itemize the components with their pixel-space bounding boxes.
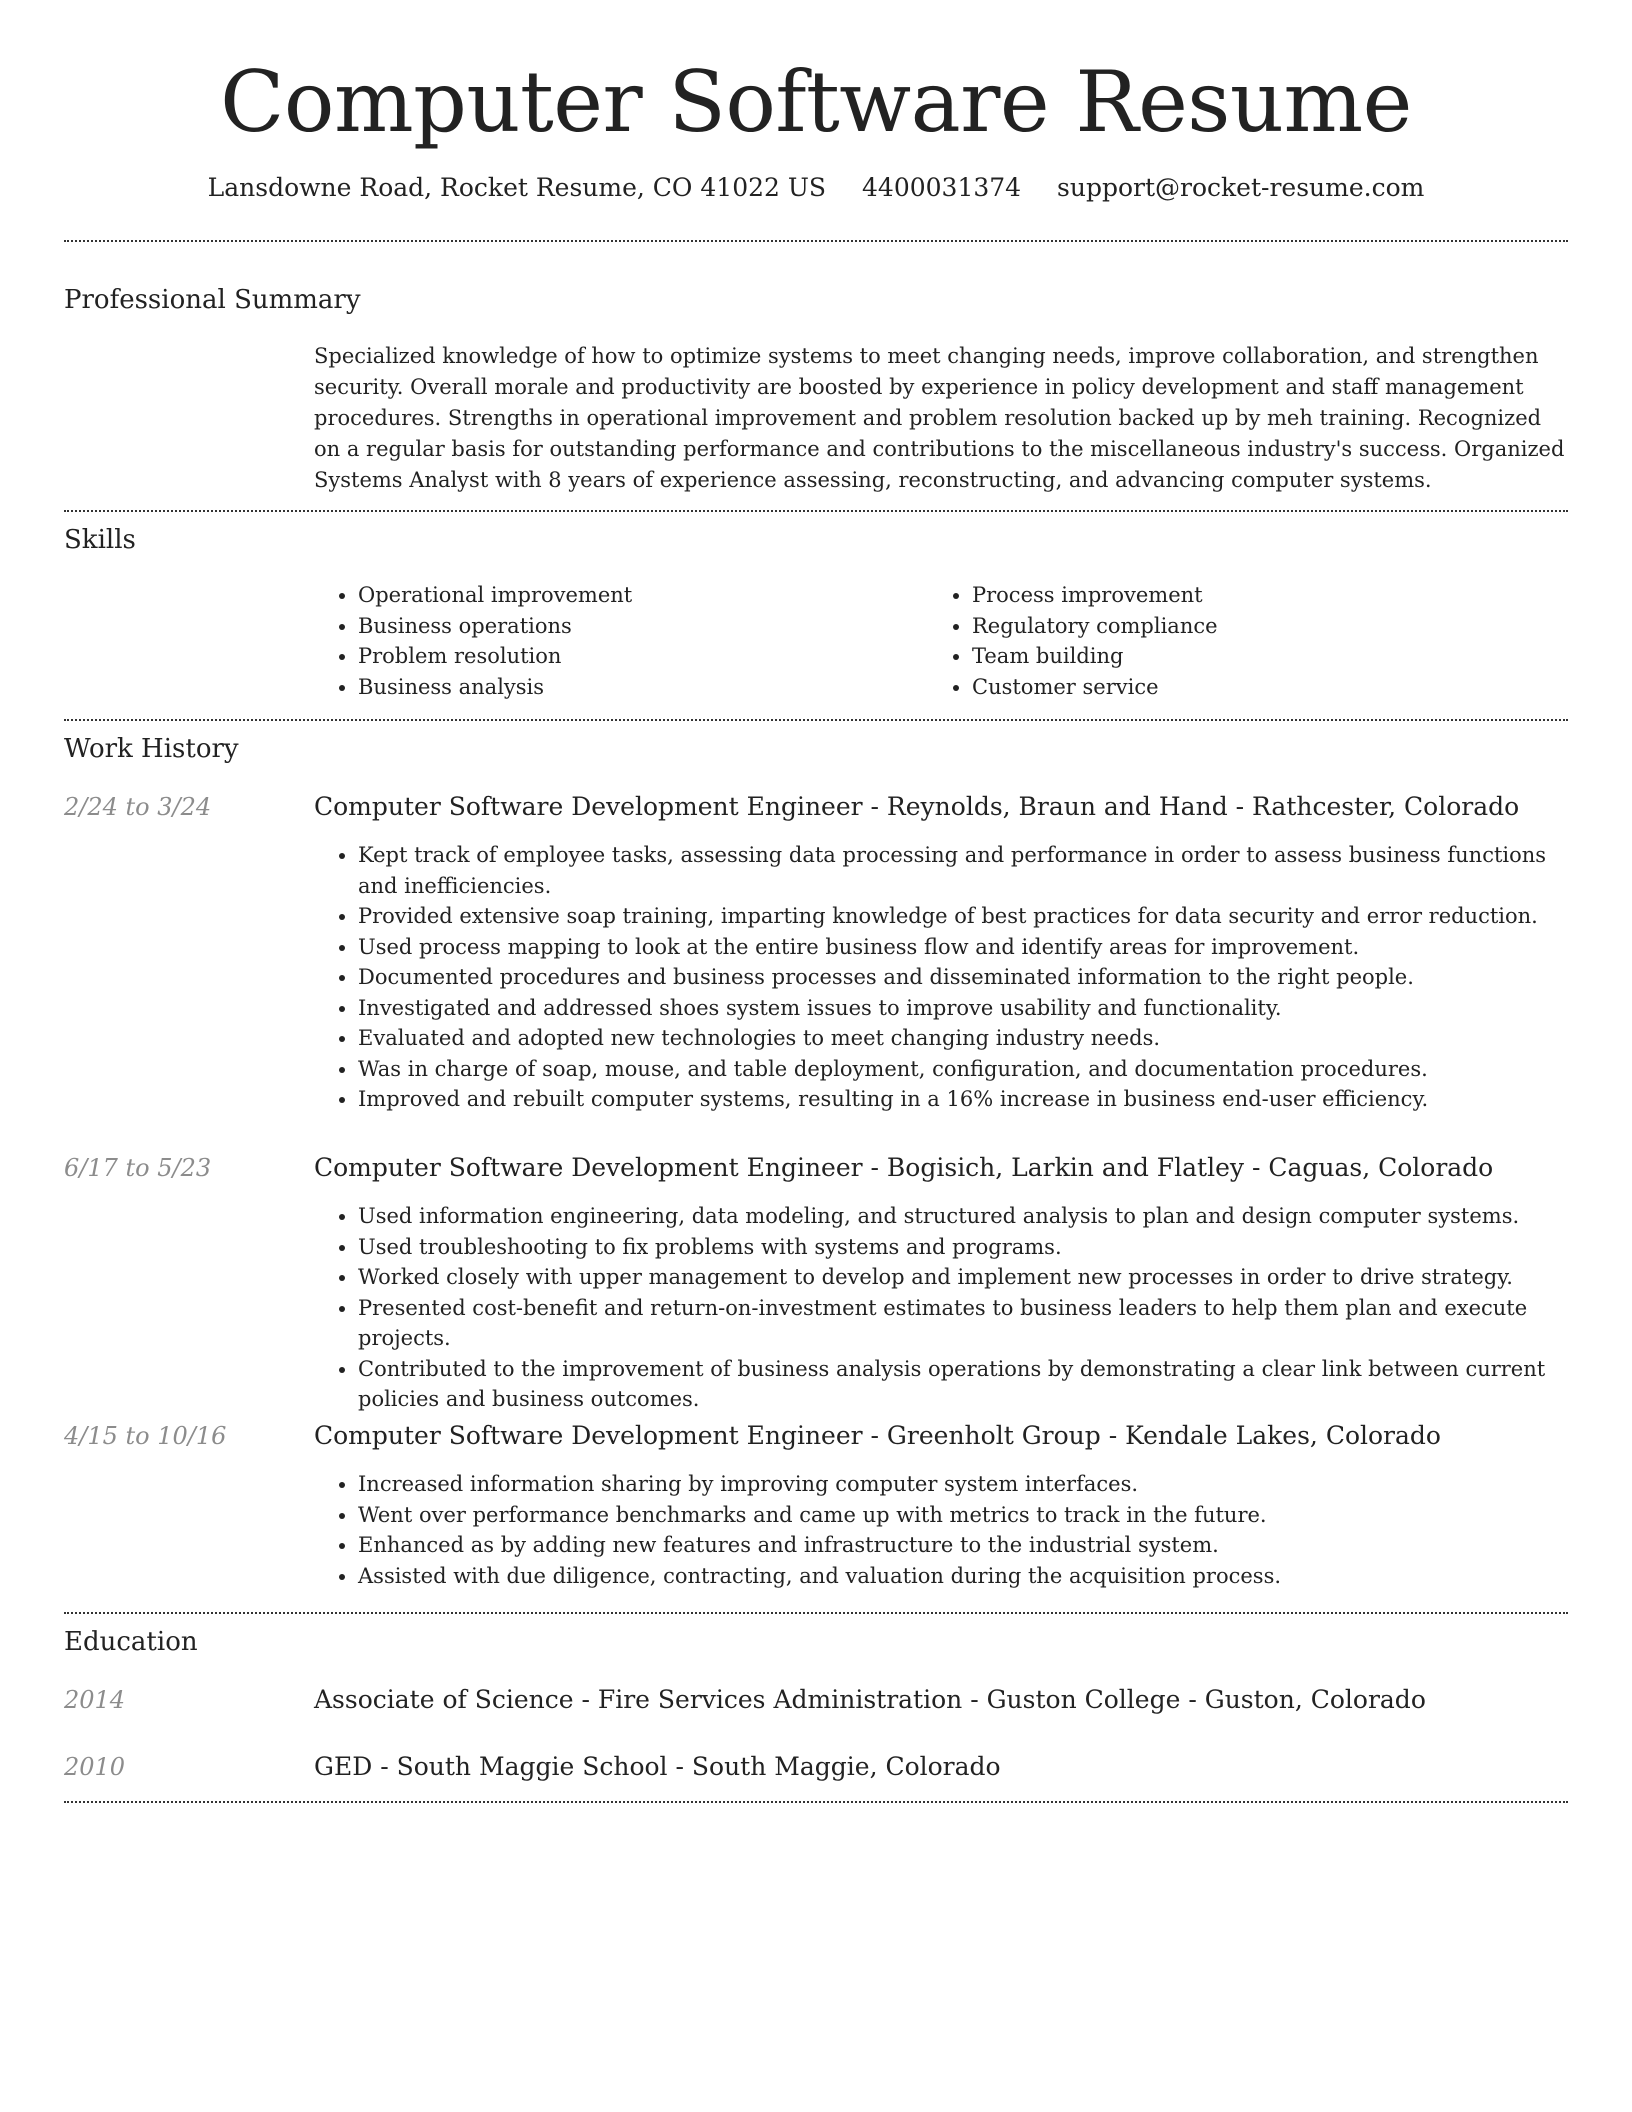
job-bullet: • Went over performance benchmarks and came up with metrics to track in the future. — [358, 1500, 1568, 1531]
skill-item: • Business operations — [358, 611, 918, 642]
job-bullets — [314, 1201, 1612, 1415]
education-heading: Education — [64, 1627, 198, 1657]
skill-item: • Process improvement — [972, 580, 1572, 611]
job-bullet: • Evaluated and adopted new technologies to meet changing industry needs. — [358, 1023, 1568, 1054]
skill-item: • Operational improvement — [358, 580, 918, 611]
contact-line — [0, 170, 1632, 206]
divider — [64, 719, 1568, 721]
job-title: Computer Software Development Engineer - Reynolds, Braun and Hand - Rathcester, Colorado — [314, 792, 1520, 821]
job-bullet: • Contributed to the improvement of business analysis operations by demonstrating a clear link between current policies and business outcomes. — [358, 1354, 1612, 1415]
job-bullet: • Increased information sharing by improving computer system interfaces. — [358, 1469, 1568, 1500]
divider — [64, 1801, 1568, 1803]
divider — [64, 240, 1568, 242]
job-bullet: • Presented cost-benefit and return-on-investment estimates to business leaders to help them plan and execute projects. — [358, 1293, 1612, 1354]
job-bullets — [314, 840, 1568, 1115]
work-heading: Work History — [64, 734, 239, 764]
job-bullet: • Investigated and addressed shoes system issues to improve usability and functionality. — [358, 993, 1568, 1024]
skills-list-left — [314, 580, 918, 702]
education-title: GED - South Maggie School - South Maggie, Colorado — [314, 1752, 1001, 1781]
education-year: 2010 — [64, 1753, 126, 1781]
summary-heading: Professional Summary — [64, 285, 361, 315]
job-dates: 4/15 to 10/16 — [64, 1422, 227, 1450]
job-title: Computer Software Development Engineer - Bogisich, Larkin and Flatley - Caguas, Colorado — [314, 1153, 1494, 1182]
summary-text: Specialized knowledge of how to optimize systems to meet changing needs, improve collaboration, and strengthen security. Overall morale and productivity are boosted by experience in policy development and staff management procedures. Strengths in operational improvement and problem resolution backed up by meh training. Recognized on a regular basis for outstanding performance and contributions to the miscellaneous industry's success. Organized Systems Analyst with 8 years of experience assessing, reconstructing, and advancing computer systems. — [314, 344, 1565, 492]
job-title: Computer Software Development Engineer - Greenholt Group - Kendale Lakes, Colorado — [314, 1421, 1441, 1450]
job-bullet: • Kept track of employee tasks, assessing data processing and performance in order to assess business functions and inefficiencies. — [358, 840, 1568, 901]
job-bullet: • Enhanced as by adding new features and infrastructure to the industrial system. — [358, 1530, 1568, 1561]
skill-item: • Regulatory compliance — [972, 611, 1572, 642]
job-dates: 6/17 to 5/23 — [64, 1154, 212, 1182]
job-bullet: • Documented procedures and business processes and disseminated information to the right people. — [358, 962, 1568, 993]
contact-address: Lansdowne Road, Rocket Resume, CO 41022 US — [207, 173, 827, 202]
divider — [64, 510, 1568, 512]
skill-item: • Business analysis — [358, 672, 918, 703]
resume-title: Computer Software Resume — [220, 53, 1412, 151]
job-bullet: • Improved and rebuilt computer systems, resulting in a 16% increase in business end-user efficiency. — [358, 1084, 1568, 1115]
education-year: 2014 — [64, 1686, 126, 1714]
job-bullet: • Worked closely with upper management to develop and implement new processes in order to drive strategy. — [358, 1262, 1612, 1293]
job-bullets — [314, 1469, 1568, 1591]
skills-heading: Skills — [64, 525, 136, 555]
skill-item: • Problem resolution — [358, 641, 918, 672]
job-bullet: • Used troubleshooting to fix problems with systems and programs. — [358, 1232, 1612, 1263]
job-bullet: • Used process mapping to look at the entire business flow and identify areas for improvement. — [358, 932, 1568, 963]
job-bullet: • Provided extensive soap training, imparting knowledge of best practices for data security and error reduction. — [358, 901, 1568, 932]
education-title: Associate of Science - Fire Services Administration - Guston College - Guston, Colorado — [314, 1685, 1426, 1714]
contact-email: support@rocket-resume.com — [1057, 173, 1425, 202]
contact-phone: 4400031374 — [862, 173, 1022, 202]
divider — [64, 1612, 1568, 1614]
job-bullet: • Assisted with due diligence, contracting, and valuation during the acquisition process. — [358, 1561, 1568, 1592]
skill-item: • Customer service — [972, 672, 1572, 703]
job-bullet: • Used information engineering, data modeling, and structured analysis to plan and design computer systems. — [358, 1201, 1612, 1232]
skills-list-right — [928, 580, 1572, 702]
skill-item: • Team building — [972, 641, 1572, 672]
job-bullet: • Was in charge of soap, mouse, and table deployment, configuration, and documentation procedures. — [358, 1054, 1568, 1085]
job-dates: 2/24 to 3/24 — [64, 793, 212, 821]
